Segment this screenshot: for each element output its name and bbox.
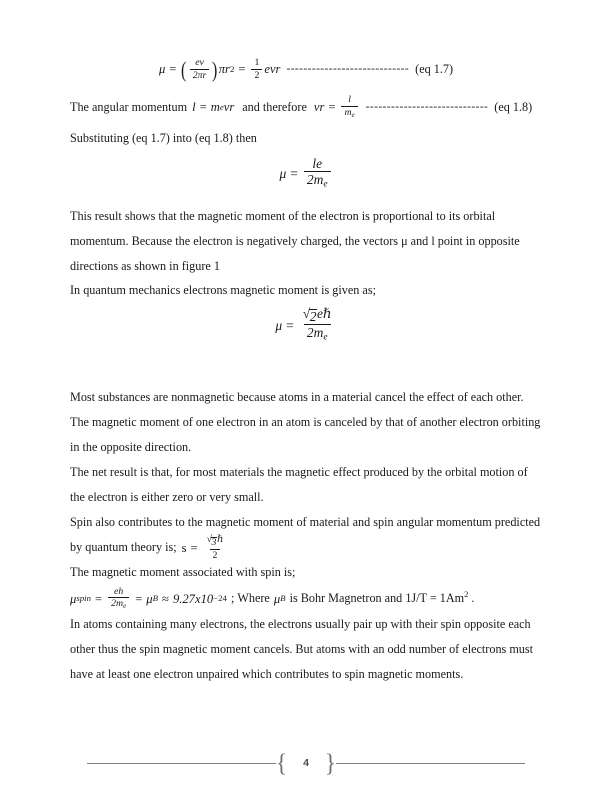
mu-spin-equation-line bbox=[70, 585, 542, 612]
equals-sign: = bbox=[199, 99, 207, 114]
footer-rule-left bbox=[87, 763, 276, 764]
pi-r-term: πr bbox=[218, 62, 230, 77]
page-footer bbox=[0, 748, 612, 778]
net-result-line-2: the electron is either zero or very small. bbox=[70, 490, 264, 505]
fraction-denominator: 2 bbox=[210, 549, 221, 561]
l-equals-me-vr bbox=[192, 101, 234, 114]
equation-1-7 bbox=[70, 52, 542, 81]
semicolon: ; bbox=[230, 591, 235, 606]
one-half-fraction bbox=[251, 58, 262, 81]
mu-b-inline: μ B bbox=[273, 591, 286, 606]
eq-1-7-label: (eq 1.7) bbox=[415, 62, 454, 77]
fraction-denominator: $2m_e$ bbox=[108, 597, 129, 611]
s-symbol: s bbox=[181, 540, 187, 555]
vr-term: vr bbox=[223, 99, 235, 114]
substituting-paragraph: Substituting (eq 1.7) into (eq 1.8) then bbox=[70, 130, 257, 145]
mu-spin-expression bbox=[70, 587, 227, 612]
spin-angular-momentum-line bbox=[70, 535, 542, 560]
equals-sign: = bbox=[95, 591, 103, 606]
vr-equals-l-over-me bbox=[314, 95, 360, 120]
ev-over-2pir-fraction bbox=[190, 58, 210, 81]
equation-mu-sqrt2 bbox=[70, 307, 542, 343]
mu-sqrt2-expression bbox=[275, 307, 336, 343]
equation-mu-le bbox=[70, 157, 542, 191]
bohr-magnetron-text: is Bohr Magnetron and 1J/T = 1Am bbox=[289, 591, 465, 606]
net-result-line-1: The net result is that, for most materials the magnetic effect produced by the orbital motion of bbox=[70, 465, 528, 480]
fraction-denominator: 2πr bbox=[190, 69, 210, 81]
eq-1-8-label: (eq 1.8) bbox=[494, 99, 533, 114]
and-therefore-text: and therefore bbox=[242, 99, 307, 114]
spin-moment-intro-line: The magnetic moment associated with spin is; bbox=[70, 565, 296, 580]
fraction-numerator: ev bbox=[195, 57, 204, 68]
le-over-2me-fraction bbox=[304, 157, 331, 191]
e-hbar-term: eℏ bbox=[316, 306, 332, 322]
mu-symbol: μ bbox=[275, 317, 283, 333]
mu-symbol: μ bbox=[70, 591, 77, 606]
spin-contribution-line: Spin also contributes to the magnetic moment of material and spin angular momentum predicted bbox=[70, 515, 541, 530]
mu-le-expression bbox=[279, 157, 332, 191]
document-body bbox=[70, 52, 542, 687]
mu-symbol: μ bbox=[158, 62, 166, 77]
s-equals-sqrt3-hbar-over-2 bbox=[182, 535, 229, 560]
sqrt3-hbar-over-2-fraction bbox=[204, 535, 227, 560]
right-brace-icon: } bbox=[324, 748, 336, 777]
equals-sign: = bbox=[290, 165, 298, 181]
eq-1-8-leader-dashes: ----------------------------- bbox=[365, 101, 489, 114]
fraction-numerator bbox=[300, 307, 335, 324]
most-substances-line-3: in the opposite direction. bbox=[70, 440, 192, 455]
by-quantum-theory-text: by quantum theory is; bbox=[70, 540, 177, 555]
fraction-numerator: le bbox=[312, 155, 323, 171]
equation-1-8-line bbox=[70, 95, 542, 120]
vr-symbol: vr bbox=[313, 99, 325, 114]
eq-1-7-leader-dashes: ----------------------------- bbox=[286, 62, 410, 75]
bohr-magneton-value: 9.27x10 bbox=[172, 591, 214, 606]
fraction-denominator: $m_e$ bbox=[341, 106, 357, 120]
result-line-1: This result shows that the magnetic moment of the electron is proportional to its orbital bbox=[70, 209, 496, 224]
right-paren: ) bbox=[212, 56, 218, 82]
am-squared-exponent: 2 bbox=[464, 589, 469, 600]
eq-1-7-expression bbox=[159, 58, 281, 81]
left-brace-icon: { bbox=[276, 748, 288, 777]
square-root: √ 3 bbox=[206, 534, 217, 548]
r-exponent: 2 bbox=[229, 63, 235, 74]
equals-sign-2: = bbox=[135, 591, 143, 606]
mass-symbol: m bbox=[210, 99, 220, 114]
final-line-2: other thus the spin magnetic moment cancels. But atoms with an odd number of electrons must bbox=[70, 642, 534, 657]
mu-b-symbol: μ bbox=[146, 591, 153, 606]
equals-sign: = bbox=[190, 540, 198, 555]
page-number: 4 bbox=[303, 756, 309, 769]
equals-sign: = bbox=[286, 317, 294, 333]
quantum-mechanics-line: In quantum mechanics electrons magnetic moment is given as; bbox=[70, 283, 376, 298]
second-equals-sign: = bbox=[238, 62, 246, 77]
fraction-numerator bbox=[204, 535, 227, 548]
final-line-3: have at least one electron unpaired which contributes to spin magnetic moments. bbox=[70, 667, 464, 682]
sqrt2-ehbar-over-2me-fraction bbox=[300, 307, 335, 343]
result-line-2: momentum. Because the electron is negatively charged, the vectors μ and l point in opposite bbox=[70, 234, 520, 249]
period: . bbox=[471, 591, 475, 606]
mu-b-subscript: B bbox=[152, 593, 159, 604]
angular-momentum-text: The angular momentum bbox=[70, 99, 188, 114]
mu-symbol: μ bbox=[279, 165, 287, 181]
value-exponent: −24 bbox=[213, 593, 227, 604]
hbar-term: ℏ bbox=[216, 534, 224, 546]
fraction-numerator: eh bbox=[114, 585, 124, 597]
where-text: Where bbox=[237, 591, 270, 606]
equals-sign: = bbox=[169, 62, 177, 77]
l-symbol: l bbox=[192, 99, 196, 114]
final-line-1: In atoms containing many electrons, the electrons usually pair up with their spin opposite each bbox=[70, 617, 531, 632]
l-over-me-fraction bbox=[341, 95, 357, 120]
most-substances-line-2: The magnetic moment of one electron in an atom is canceled by that of another electron orbiting bbox=[70, 415, 541, 430]
mass-subscript: e bbox=[219, 101, 224, 112]
fraction-denominator: $2m_e$ bbox=[304, 171, 331, 190]
result-line-3: directions as shown in figure 1 bbox=[70, 259, 220, 274]
approx-sign: ≈ bbox=[162, 591, 169, 606]
most-substances-line-1: Most substances are nonmagnetic because atoms in a material cancel the effect of each other. bbox=[70, 390, 524, 405]
spin-subscript: spin bbox=[76, 593, 92, 604]
half-denominator: 2 bbox=[251, 69, 262, 81]
square-root: √ 2 bbox=[302, 306, 317, 324]
left-paren: ( bbox=[181, 56, 187, 82]
half-numerator: 1 bbox=[254, 57, 260, 68]
eh-over-2me-fraction bbox=[108, 587, 129, 612]
equals-sign-2: = bbox=[328, 99, 336, 114]
fraction-denominator: $2m_e$ bbox=[304, 324, 331, 343]
evr-term: evr bbox=[264, 62, 281, 77]
footer-rule-right bbox=[336, 763, 525, 764]
fraction-numerator: l bbox=[348, 93, 351, 105]
